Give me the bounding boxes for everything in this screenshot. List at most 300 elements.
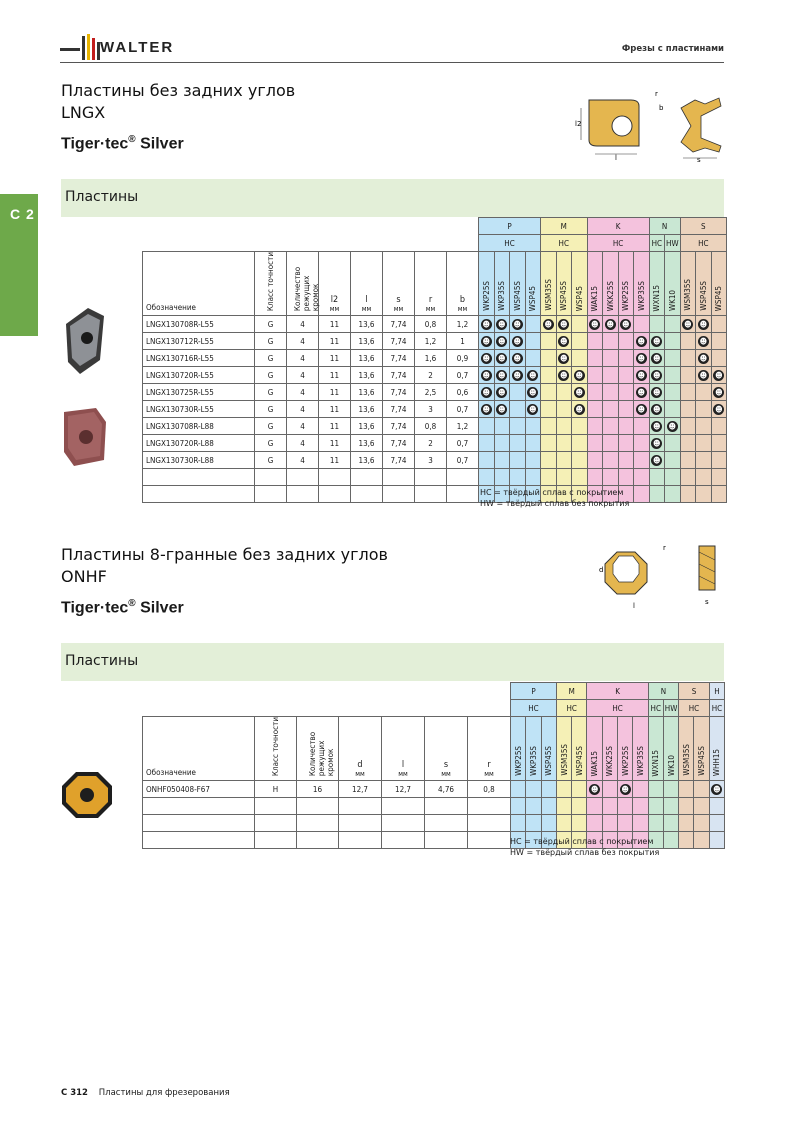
grade-cell <box>618 367 634 384</box>
onhf-dimension-drawing <box>595 540 725 614</box>
empty-cell <box>709 815 724 832</box>
header-divider <box>60 62 724 63</box>
grade-header <box>663 717 678 781</box>
row-l2: 11 <box>319 333 351 350</box>
section1-band <box>61 179 724 217</box>
empty-cell <box>339 832 382 849</box>
grade-cell <box>525 452 541 469</box>
grade-cell <box>494 418 510 435</box>
row-b: 0,7 <box>447 401 479 418</box>
grade-cell <box>603 367 619 384</box>
section2-note-hc: HC = твёрдый сплав с покрытием <box>510 837 654 846</box>
grade-label: WSM35S <box>683 279 693 312</box>
row-designation: LNGX130716R-L55 <box>143 350 255 367</box>
grade-cell <box>603 418 619 435</box>
grade-label: WHH15 <box>712 749 722 777</box>
grade-label: WSP45S <box>512 281 522 312</box>
grade-cell <box>510 418 526 435</box>
grade-cell <box>494 435 510 452</box>
row-l: 13,6 <box>351 418 383 435</box>
empty-cell <box>425 798 468 815</box>
grade-cell <box>696 401 712 418</box>
empty-cell <box>382 832 425 849</box>
col-header-s <box>383 252 415 316</box>
grade-cell <box>587 418 603 435</box>
grade-cell <box>649 367 665 384</box>
col-header-r-label: r <box>428 295 433 306</box>
col-header-edges <box>297 717 339 781</box>
grade-header <box>479 252 495 316</box>
grade-label: WAK15 <box>590 285 600 312</box>
application-icon: ☻ <box>482 336 490 346</box>
application-icon: ☻ <box>482 387 490 397</box>
grade-cell <box>587 384 603 401</box>
empty-cell <box>525 469 541 486</box>
grade-cell <box>587 435 603 452</box>
grade-cell <box>618 384 634 401</box>
empty-cell <box>587 815 602 832</box>
section1-product: Tiger·tec® Silver <box>61 134 184 153</box>
empty-cell <box>415 469 447 486</box>
section2-title-line2: ONHF <box>61 567 107 586</box>
grade-cell <box>665 401 681 418</box>
row-b: 1,2 <box>447 316 479 333</box>
grade-label: WXN15 <box>651 749 661 777</box>
row-cls: H <box>255 781 297 798</box>
grade-cell <box>696 452 712 469</box>
row-designation: LNGX130730R-L88 <box>143 452 255 469</box>
row-designation: ONHF050408-F67 <box>143 781 255 798</box>
col-header-l-label: l <box>401 760 405 771</box>
application-icon: ☻ <box>653 336 661 346</box>
section2-note-hw: HW = твёрдый сплав без покрытия <box>510 848 660 857</box>
group-N-sub2: HW <box>663 700 678 717</box>
grade-cell <box>634 418 650 435</box>
grade-cell <box>541 418 557 435</box>
table-row <box>143 367 727 384</box>
grade-label: WKP25S <box>621 281 631 312</box>
group-K-label: K <box>587 683 648 700</box>
grade-label: WK10 <box>666 755 676 777</box>
col-header-r <box>415 252 447 316</box>
application-icon: ☻ <box>497 370 506 380</box>
application-icon: ☻ <box>497 319 506 329</box>
grade-header <box>680 252 696 316</box>
application-icon: ☻ <box>637 387 646 397</box>
grade-cell <box>696 384 712 401</box>
row-edges: 16 <box>297 781 339 798</box>
application-icon: ☻ <box>684 319 692 329</box>
empty-cell <box>297 798 339 815</box>
empty-cell <box>633 815 648 832</box>
empty-cell <box>602 798 617 815</box>
section1-band-label: Пластины <box>65 189 139 205</box>
grade-cell <box>541 367 557 384</box>
empty-cell <box>679 815 694 832</box>
group-N-sub2: HW <box>665 235 681 252</box>
row-designation: LNGX130720R-L88 <box>143 435 255 452</box>
empty-cell <box>634 469 650 486</box>
row-r: 2 <box>415 435 447 452</box>
grade-header <box>541 252 557 316</box>
grade-label: WSM35S <box>681 744 691 777</box>
table-row <box>143 350 727 367</box>
grade-header <box>634 252 650 316</box>
grade-cell <box>479 367 495 384</box>
row-l: 13,6 <box>351 384 383 401</box>
grade-cell <box>556 452 572 469</box>
application-icon: ☻ <box>653 353 661 363</box>
empty-cell <box>479 469 495 486</box>
grade-cell <box>618 435 634 452</box>
grade-header <box>510 252 526 316</box>
chapter-tab-label: C 2 <box>10 206 35 222</box>
empty-cell <box>587 798 602 815</box>
grade-label: WKP25S <box>481 281 491 312</box>
grade-cell <box>649 333 665 350</box>
application-icon: ☻ <box>590 784 599 794</box>
grade-cell <box>680 418 696 435</box>
grade-cell <box>479 452 495 469</box>
empty-cell <box>339 815 382 832</box>
table-row <box>143 333 727 350</box>
grade-cell <box>634 316 650 333</box>
grade-cell <box>541 384 557 401</box>
footer <box>61 1088 230 1098</box>
col-header-s-unit: мм <box>441 770 451 779</box>
grade-header <box>556 252 572 316</box>
grade-cell <box>634 367 650 384</box>
grade-cell <box>541 435 557 452</box>
empty-cell <box>663 798 678 815</box>
grade-cell <box>603 401 619 418</box>
grade-cell <box>479 316 495 333</box>
empty-cell <box>351 469 383 486</box>
row-s: 7,74 <box>383 435 415 452</box>
row-b: 0,7 <box>447 435 479 452</box>
grade-cell <box>572 333 588 350</box>
empty-cell <box>663 832 678 849</box>
grade-cell <box>479 401 495 418</box>
grade-cell <box>510 333 526 350</box>
grade-label: WXN15 <box>652 284 662 312</box>
application-icon: ☻ <box>529 404 537 414</box>
grade-cell <box>510 367 526 384</box>
grade-header <box>633 717 648 781</box>
grade-cell <box>602 781 617 798</box>
grade-cell <box>556 401 572 418</box>
col-header-d <box>339 717 382 781</box>
grade-header <box>603 252 619 316</box>
row-edges: 4 <box>287 350 319 367</box>
empty-cell <box>255 486 287 503</box>
grade-cell <box>541 401 557 418</box>
grade-cell <box>665 333 681 350</box>
section1-note-hc: HC = твёрдый сплав с покрытием <box>480 488 624 497</box>
section1-title-line2: LNGX <box>61 103 106 122</box>
group-N-sub1: HC <box>649 235 665 252</box>
grade-label: WSP45 <box>528 285 538 312</box>
section1-title <box>61 80 295 124</box>
col-header-class <box>255 717 297 781</box>
grade-cell <box>556 316 572 333</box>
empty-cell <box>572 469 588 486</box>
application-icon: ☻ <box>513 370 521 380</box>
empty-cell <box>511 815 526 832</box>
row-cls: G <box>255 452 287 469</box>
row-d: 12,7 <box>339 781 382 798</box>
grade-label: WKP35S <box>636 281 646 312</box>
table-row <box>143 316 727 333</box>
application-icon: ☻ <box>699 319 708 329</box>
grade-cell <box>525 384 541 401</box>
empty-cell <box>680 469 696 486</box>
grade-label: WKP35S <box>528 746 538 777</box>
grade-label: WSM35S <box>543 279 553 312</box>
grade-header <box>648 717 663 781</box>
grade-cell <box>711 435 727 452</box>
table-row <box>143 384 727 401</box>
empty-cell <box>447 469 479 486</box>
col-header-l <box>382 717 425 781</box>
dim-s-label: s <box>697 156 701 164</box>
row-l: 13,6 <box>351 452 383 469</box>
empty-cell <box>649 486 665 503</box>
empty-cell <box>468 832 511 849</box>
grade-header <box>649 252 665 316</box>
application-icon: ☻ <box>560 370 568 380</box>
grade-cell <box>665 350 681 367</box>
grade-cell <box>587 401 603 418</box>
row-edges: 4 <box>287 452 319 469</box>
group-sub-row <box>143 235 727 252</box>
row-designation: LNGX130730R-L55 <box>143 401 255 418</box>
grade-cell <box>511 781 526 798</box>
grade-cell <box>680 452 696 469</box>
empty-cell <box>618 798 633 815</box>
grade-cell <box>556 333 572 350</box>
application-icon: ☻ <box>622 319 630 329</box>
grade-cell <box>587 781 602 798</box>
grade-cell <box>603 350 619 367</box>
grade-cell <box>665 452 681 469</box>
empty-cell <box>541 815 556 832</box>
row-s: 7,74 <box>383 452 415 469</box>
table-row <box>143 452 727 469</box>
grade-cell <box>479 350 495 367</box>
grade-cell <box>526 781 541 798</box>
grade-cell <box>663 781 678 798</box>
empty-cell <box>648 815 663 832</box>
grade-header <box>679 717 694 781</box>
table-row <box>143 781 725 798</box>
row-l2: 11 <box>319 350 351 367</box>
row-l: 12,7 <box>382 781 425 798</box>
application-icon: ☻ <box>529 387 537 397</box>
grade-header <box>618 717 633 781</box>
dim-l2-label: l2 <box>575 120 582 128</box>
row-l2: 11 <box>319 384 351 401</box>
empty-cell <box>382 798 425 815</box>
col-header-name <box>143 252 255 316</box>
empty-cell <box>587 469 603 486</box>
grade-label: WSP45S <box>559 281 569 312</box>
table-row <box>143 469 727 486</box>
grade-cell <box>556 435 572 452</box>
empty-cell <box>696 486 712 503</box>
grade-header <box>541 717 556 781</box>
application-icon: ☻ <box>653 370 661 380</box>
grade-cell <box>510 435 526 452</box>
grade-cell <box>696 435 712 452</box>
grade-cell <box>634 452 650 469</box>
row-b: 0,7 <box>447 367 479 384</box>
table-row <box>143 798 725 815</box>
group-P-sub: HC <box>511 700 557 717</box>
empty-cell <box>143 469 255 486</box>
grade-header <box>587 252 603 316</box>
empty-cell <box>287 486 319 503</box>
col-header-b-unit: мм <box>457 305 468 314</box>
col-header-class <box>255 252 287 316</box>
application-icon: ☻ <box>699 336 708 346</box>
row-r: 3 <box>415 452 447 469</box>
row-cls: G <box>255 350 287 367</box>
row-l: 13,6 <box>351 435 383 452</box>
application-icon: ☻ <box>653 438 661 448</box>
footer-page-number: C 312 <box>61 1088 88 1098</box>
grade-cell <box>634 333 650 350</box>
row-r: 2,5 <box>415 384 447 401</box>
row-s: 7,74 <box>383 367 415 384</box>
grade-cell <box>572 435 588 452</box>
grade-cell <box>603 316 619 333</box>
empty-cell <box>556 469 572 486</box>
grade-cell <box>541 452 557 469</box>
grade-cell <box>696 350 712 367</box>
grade-header <box>694 717 709 781</box>
grade-header <box>709 717 724 781</box>
dim-r-label: r <box>655 90 658 98</box>
group-M-sub: HC <box>541 235 588 252</box>
group-M-label: M <box>541 218 588 235</box>
group-N-sub1: HC <box>648 700 663 717</box>
group-K-sub: HC <box>587 700 648 717</box>
grade-cell <box>634 384 650 401</box>
empty-cell <box>679 798 694 815</box>
row-l2: 11 <box>319 418 351 435</box>
empty-cell <box>143 815 255 832</box>
row-cls: G <box>255 384 287 401</box>
grade-cell <box>603 435 619 452</box>
group-P-label: P <box>511 683 557 700</box>
grade-cell <box>556 781 571 798</box>
empty-cell <box>572 798 587 815</box>
application-icon: ☻ <box>513 319 521 329</box>
grade-cell <box>680 401 696 418</box>
empty-cell <box>319 486 351 503</box>
empty-cell <box>287 469 319 486</box>
empty-cell <box>648 798 663 815</box>
section2-product-suffix: Silver <box>140 599 184 617</box>
grade-cell <box>680 384 696 401</box>
grade-cell <box>510 452 526 469</box>
empty-cell <box>255 832 297 849</box>
row-cls: G <box>255 418 287 435</box>
section1-product-name: Tiger·tec <box>61 135 129 153</box>
grade-cell <box>525 350 541 367</box>
empty-cell <box>511 798 526 815</box>
application-icon: ☻ <box>699 353 708 363</box>
row-b: 0,9 <box>447 350 479 367</box>
row-s: 7,74 <box>383 350 415 367</box>
col-header-r-unit: мм <box>425 305 436 314</box>
empty-cell <box>425 815 468 832</box>
row-b: 0,7 <box>447 452 479 469</box>
group-P-sub: HC <box>479 235 541 252</box>
grade-cell <box>634 435 650 452</box>
onhf-dim-d-label: d <box>599 566 604 574</box>
row-b: 1,2 <box>447 418 479 435</box>
col-header-s-unit: мм <box>393 305 404 314</box>
grade-header <box>696 252 712 316</box>
row-designation: LNGX130708R-L88 <box>143 418 255 435</box>
table-row <box>143 418 727 435</box>
application-icon: ☻ <box>513 353 521 363</box>
grade-cell <box>603 384 619 401</box>
empty-cell <box>255 798 297 815</box>
grade-label: WSM35S <box>559 744 569 777</box>
col-header-edges-label: Количество режущих кромок <box>292 266 320 312</box>
row-cls: G <box>255 367 287 384</box>
row-l: 13,6 <box>351 401 383 418</box>
grade-cell <box>618 418 634 435</box>
lngx-l88-insert-image <box>60 404 110 470</box>
grade-cell <box>711 452 727 469</box>
section2-title <box>61 544 388 588</box>
empty-cell <box>634 486 650 503</box>
grade-label: WSP45 <box>574 285 584 312</box>
group-K-sub: HC <box>587 235 649 252</box>
application-icon: ☻ <box>575 387 584 397</box>
onhf-dim-s-label: s <box>705 598 709 606</box>
empty-cell <box>696 469 712 486</box>
empty-cell <box>572 815 587 832</box>
lngx-dimension-drawing <box>575 82 725 162</box>
empty-cell <box>494 469 510 486</box>
empty-cell <box>602 815 617 832</box>
grade-cell <box>649 401 665 418</box>
col-header-b <box>447 252 479 316</box>
grade-cell <box>649 316 665 333</box>
table-row <box>143 435 727 452</box>
section1-title-line1: Пластины без задних углов <box>61 81 296 100</box>
grade-cell <box>603 333 619 350</box>
group-letter-row <box>143 683 725 700</box>
section1-note-hw: HW = твёрдый сплав без покрытия <box>480 499 630 508</box>
application-icon: ☻ <box>591 319 599 329</box>
grade-header <box>525 252 541 316</box>
grade-cell <box>572 316 588 333</box>
empty-cell <box>255 815 297 832</box>
empty-cell <box>143 486 255 503</box>
row-b: 0,6 <box>447 384 479 401</box>
application-icon: ☻ <box>637 336 646 346</box>
grade-cell <box>649 452 665 469</box>
empty-cell <box>339 798 382 815</box>
row-edges: 4 <box>287 435 319 452</box>
col-header-r-label: r <box>487 760 491 771</box>
